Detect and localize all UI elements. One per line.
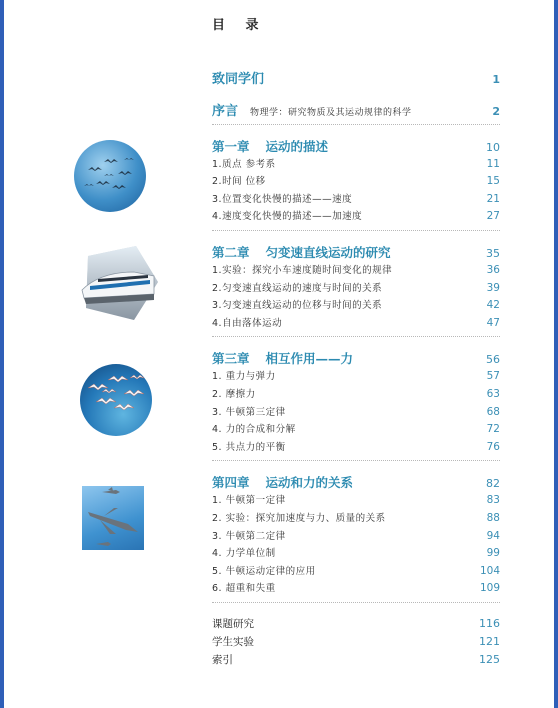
section-divider (212, 460, 500, 461)
toc-section[interactable] (212, 191, 500, 205)
maglev-train-icon (78, 246, 158, 320)
chapter2-train-image (78, 246, 158, 320)
toc-section[interactable] (212, 368, 500, 382)
entry-page: 125 (479, 653, 500, 666)
toc-section[interactable] (212, 528, 500, 542)
entry-label: 致同学们 (212, 72, 265, 87)
section-label: 4.速度变化快慢的描述——加速度 (212, 211, 363, 222)
toc-entry-index[interactable] (212, 652, 500, 667)
toc-section[interactable] (212, 208, 500, 222)
section-divider (212, 336, 500, 337)
chapter-title: 相互作用——力 (265, 351, 354, 366)
section-label: 2.时间 位移 (212, 176, 266, 187)
section-label: 4. 力学单位制 (212, 548, 276, 559)
birds-flock-icon (74, 140, 146, 212)
entry-page: 2 (492, 105, 500, 118)
section-label: 3.匀变速直线运动的位移与时间的关系 (212, 300, 383, 311)
chapter4-jets-image (82, 486, 144, 550)
page-border-left (0, 0, 4, 708)
section-page: 15 (486, 175, 500, 187)
toc-section[interactable] (212, 315, 500, 329)
toc-section[interactable] (212, 580, 500, 594)
chapter3-birds-image (80, 364, 152, 436)
section-page: 88 (486, 512, 500, 524)
section-label: 2. 摩擦力 (212, 389, 256, 400)
toc-entry-introduction[interactable] (212, 100, 500, 119)
section-divider (212, 230, 500, 231)
toc-section[interactable] (212, 563, 500, 577)
section-label: 1. 重力与弹力 (212, 371, 276, 382)
section-label: 3. 牛顿第三定律 (212, 407, 286, 418)
section-page: 21 (486, 193, 500, 205)
toc-entry-experiments[interactable] (212, 634, 500, 649)
section-label: 4.自由落体运动 (212, 318, 283, 329)
toc-chapter-1[interactable] (212, 137, 500, 155)
entry-label: 序言 (212, 104, 239, 119)
toc-section[interactable] (212, 156, 500, 170)
section-page: 94 (486, 530, 500, 542)
toc-section[interactable] (212, 492, 500, 506)
section-label: 6. 超重和失重 (212, 583, 276, 594)
section-page: 47 (486, 317, 500, 329)
section-label: 1.实验：探究小车速度随时间变化的规律 (212, 265, 393, 276)
chapter-page: 82 (486, 477, 500, 490)
toc-section[interactable] (212, 545, 500, 559)
toc-chapter-2[interactable] (212, 243, 500, 261)
chapter1-birds-image (74, 140, 146, 212)
section-label: 5. 共点力的平衡 (212, 442, 286, 453)
section-page: 83 (486, 494, 500, 506)
white-birds-icon (80, 364, 152, 436)
section-page: 39 (486, 282, 500, 294)
chapter-page: 56 (486, 353, 500, 366)
section-page: 27 (486, 210, 500, 222)
fighter-jets-icon (82, 486, 144, 550)
toc-section[interactable] (212, 297, 500, 311)
section-divider (212, 602, 500, 603)
toc-section[interactable] (212, 386, 500, 400)
section-page: 57 (486, 370, 500, 382)
section-page: 76 (486, 441, 500, 453)
section-label: 1. 牛顿第一定律 (212, 495, 286, 506)
chapter-title: 运动的描述 (265, 139, 329, 154)
section-label: 4. 力的合成和分解 (212, 424, 296, 435)
toc-section[interactable] (212, 404, 500, 418)
entry-page: 121 (479, 635, 500, 648)
entry-label: 课题研究 (212, 618, 254, 630)
section-page: 68 (486, 406, 500, 418)
toc-section[interactable] (212, 439, 500, 453)
section-label: 3.位置变化快慢的描述——速度 (212, 194, 353, 205)
section-page: 11 (486, 158, 500, 170)
section-divider (212, 124, 500, 125)
toc-section[interactable] (212, 280, 500, 294)
section-page: 63 (486, 388, 500, 400)
chapter-number: 第二章 (212, 245, 250, 260)
toc-entry-research[interactable] (212, 616, 500, 631)
toc-title: 目 录 (212, 18, 267, 33)
entry-label: 索引 (212, 654, 233, 666)
section-page: 104 (479, 565, 500, 577)
chapter-number: 第一章 (212, 139, 250, 154)
section-label: 3. 牛顿第二定律 (212, 531, 286, 542)
section-page: 36 (486, 264, 500, 276)
page-border-right (554, 0, 558, 708)
section-label: 1.质点 参考系 (212, 159, 276, 170)
chapter-page: 35 (486, 247, 500, 260)
section-page: 72 (486, 423, 500, 435)
toc-section[interactable] (212, 262, 500, 276)
entry-page: 116 (479, 617, 500, 630)
chapter-number: 第三章 (212, 351, 250, 366)
chapter-title: 运动和力的关系 (265, 475, 354, 490)
toc-chapter-4[interactable] (212, 473, 500, 491)
entry-page: 1 (492, 73, 500, 86)
chapter-page: 10 (486, 141, 500, 154)
entry-label: 学生实验 (212, 636, 254, 648)
chapter-title: 匀变速直线运动的研究 (265, 245, 391, 260)
toc-chapter-3[interactable] (212, 349, 500, 367)
entry-subtitle: 物理学：研究物质及其运动规律的科学 (250, 108, 412, 118)
section-label: 2.匀变速直线运动的速度与时间的关系 (212, 283, 383, 294)
section-page: 42 (486, 299, 500, 311)
section-page: 99 (486, 547, 500, 559)
toc-section[interactable] (212, 421, 500, 435)
toc-section[interactable] (212, 510, 500, 524)
section-page: 109 (479, 582, 500, 594)
chapter-number: 第四章 (212, 475, 250, 490)
section-label: 5. 牛顿运动定律的应用 (212, 566, 316, 577)
toc-entry-preface-letter[interactable] (212, 68, 500, 87)
section-label: 2. 实验：探究加速度与力、质量的关系 (212, 513, 386, 524)
toc-section[interactable] (212, 173, 500, 187)
